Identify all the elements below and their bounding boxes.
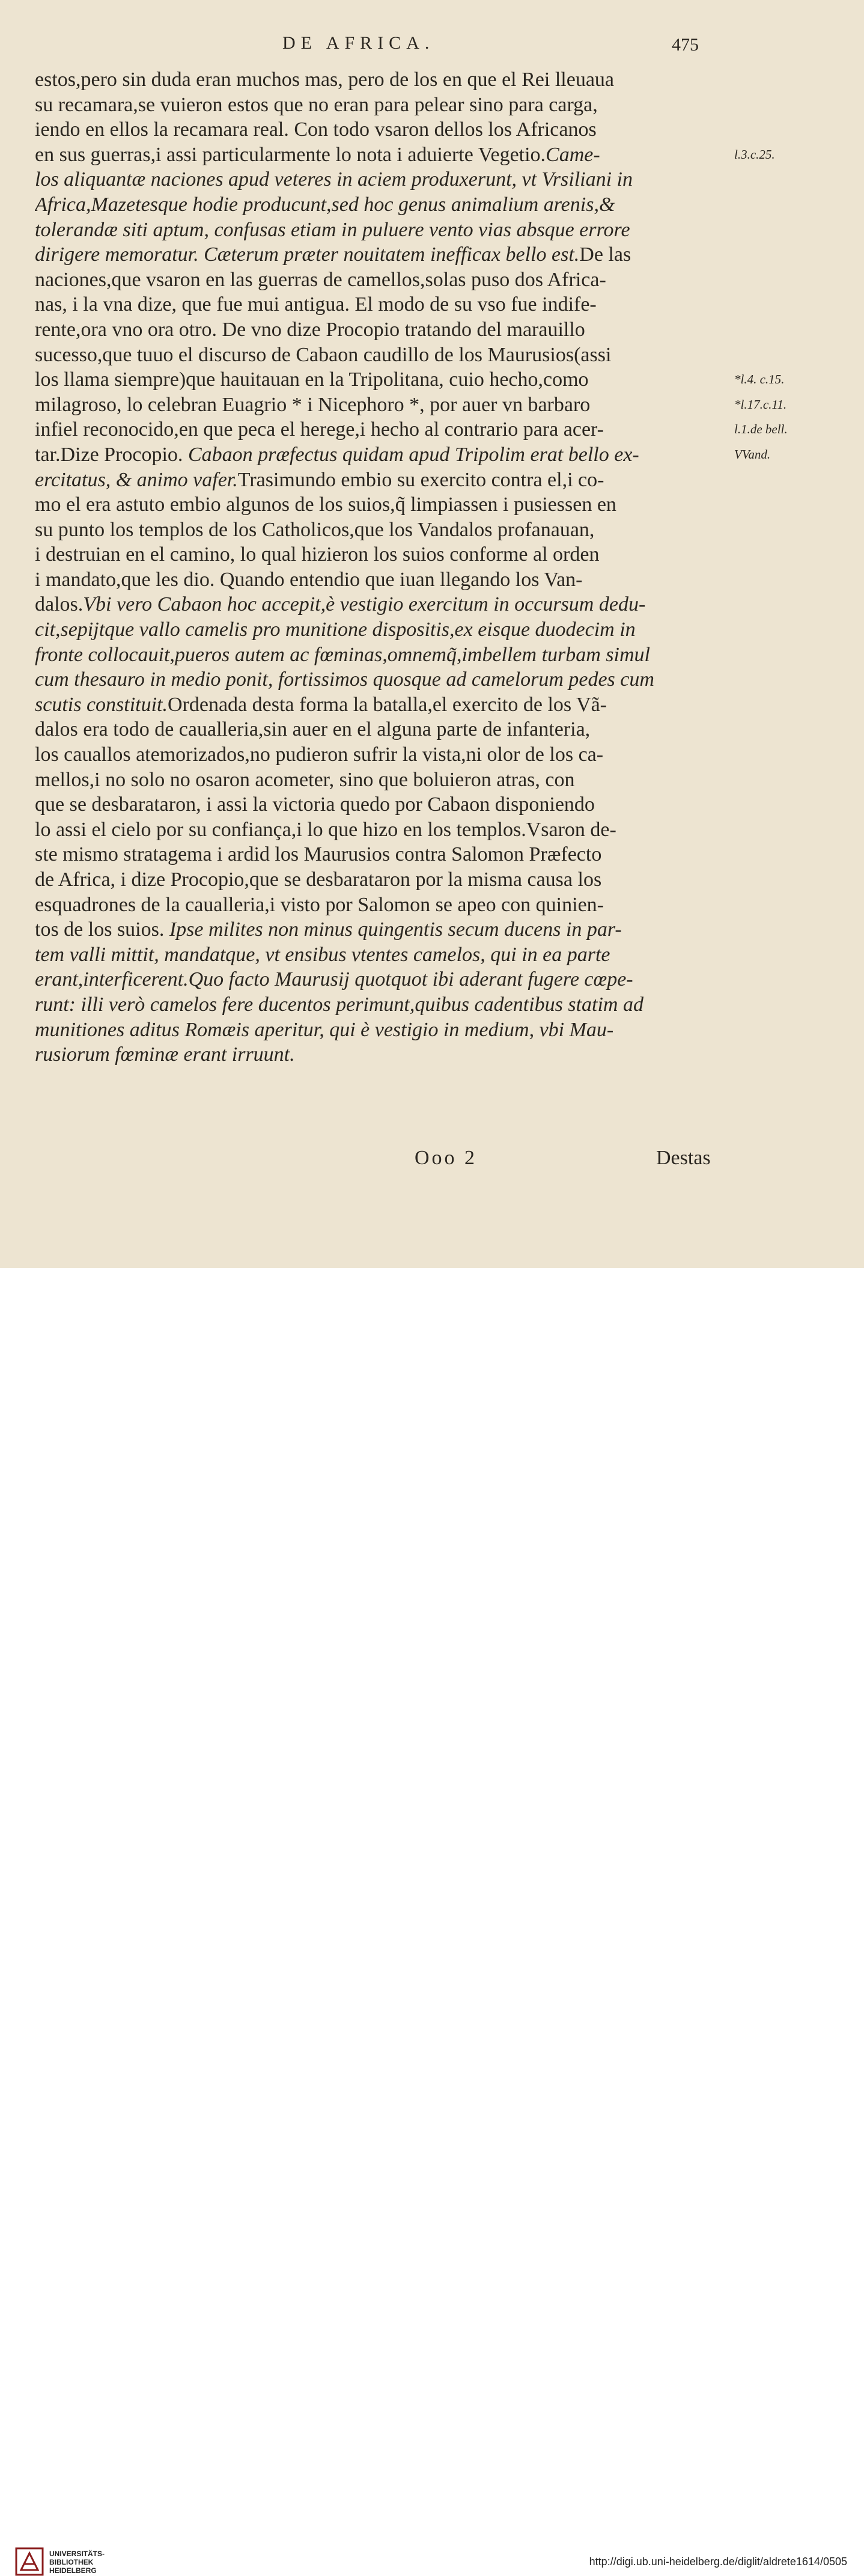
latin-quote-segment: ercitatus, & animo vafer. bbox=[35, 468, 238, 491]
margin-note: *l.17.c.11. bbox=[734, 397, 787, 412]
text-line bbox=[35, 817, 723, 843]
latin-quote-segment: runt: illi verò camelos fere ducentos perimunt,quibus cadentibus statim ad bbox=[35, 993, 643, 1016]
text-line bbox=[35, 867, 723, 893]
text-segment: que se desbarataron, i assi la victoria quedo por Cabaon disponiendo bbox=[35, 793, 595, 816]
margin-note: *l.4. c.15. bbox=[734, 372, 785, 387]
text-line bbox=[35, 292, 723, 317]
text-segment: su recamara,se vuieron estos que no eran para pelear sino para carga, bbox=[35, 93, 598, 116]
text-line bbox=[35, 468, 723, 493]
text-line bbox=[35, 93, 723, 118]
text-line bbox=[35, 768, 723, 793]
text-line bbox=[35, 567, 723, 593]
text-line bbox=[35, 343, 723, 368]
latin-quote-segment: tolerandæ siti aptum, confusas etiam in puluere vento vias absque errore bbox=[35, 218, 630, 241]
latin-quote-segment: los aliquantæ naciones apud veteres in aciem produxerunt, vt Vrsiliani in bbox=[35, 168, 633, 191]
text-line bbox=[35, 642, 723, 668]
text-line bbox=[35, 167, 723, 192]
text-line bbox=[35, 992, 723, 1018]
library-logo-icon bbox=[15, 2547, 44, 2576]
text-line bbox=[35, 192, 723, 218]
latin-quote-segment: cum thesauro in medio ponit, fortissimos quosque ad camelorum pedes cum bbox=[35, 668, 654, 691]
text-segment: tos de los suios. bbox=[35, 918, 169, 941]
text-line bbox=[35, 542, 723, 567]
text-segment: lo assi el cielo por su confiança,i lo que hizo en los templos.Vsaron de- bbox=[35, 818, 616, 841]
latin-quote-segment: rusiorum fœminæ erant irruunt. bbox=[35, 1043, 295, 1066]
text-line bbox=[35, 67, 723, 93]
text-segment: sucesso,que tuuo el discurso de Cabaon caudillo de los Maurusios(assi bbox=[35, 343, 612, 366]
latin-quote-segment: scutis constituit. bbox=[35, 693, 168, 716]
latin-quote-segment: dirigere memoratur. Cæterum præter nouitatem inefficax bello est. bbox=[35, 243, 580, 266]
text-line bbox=[35, 592, 723, 617]
text-segment: mellos,i no solo no osaron acometer, sino que boluieron atras, con bbox=[35, 768, 575, 791]
text-line bbox=[35, 442, 723, 468]
text-line bbox=[35, 517, 723, 543]
text-segment: nas, i la vna dize, que fue mui antigua. El modo de su vso fue indife- bbox=[35, 293, 597, 316]
latin-quote-segment: tem valli mittit, mandatque, vt ensibus vtentes camelos, qui in ea parte bbox=[35, 943, 610, 966]
text-line bbox=[35, 717, 723, 742]
text-segment: ste mismo stratagema i ardid los Maurusios contra Salomon Præfecto bbox=[35, 843, 602, 866]
main-text-block bbox=[35, 67, 723, 1067]
text-segment: infiel reconocido,en que peca el herege,i hecho al contrario para acer- bbox=[35, 418, 604, 441]
text-segment: De las bbox=[579, 243, 631, 266]
signature-mark: Ooo 2 bbox=[415, 1147, 478, 1169]
latin-quote-segment: Ipse milites non minus quingentis secum ducens in par- bbox=[169, 918, 622, 941]
text-line bbox=[35, 893, 723, 918]
text-segment: en sus guerras,i assi particularmente lo nota i aduierte Vegetio. bbox=[35, 143, 546, 166]
text-line bbox=[35, 267, 723, 293]
text-segment: estos,pero sin duda eran muchos mas, pero de los en que el Rei lleuaua bbox=[35, 69, 615, 91]
text-line bbox=[35, 1018, 723, 1043]
text-line bbox=[35, 392, 723, 418]
running-title: DE AFRICA. bbox=[282, 33, 435, 53]
text-line bbox=[35, 317, 723, 343]
text-segment: esquadrones de la caualleria,i visto por Salomon se apeo con quinien- bbox=[35, 893, 604, 916]
latin-quote-segment: munitiones aditus Romæis aperitur, qui è vestigio in medium, vbi Mau- bbox=[35, 1018, 614, 1041]
latin-quote-segment: Cabaon præfectus quidam apud Tripolim erat bello ex- bbox=[187, 443, 639, 466]
text-segment: de Africa, i dize Procopio,que se desbarataron por la misma causa los bbox=[35, 868, 602, 891]
text-line bbox=[35, 842, 723, 867]
text-segment: milagroso, lo celebran Euagrio * i Nicephoro *, por auer vn barbaro bbox=[35, 393, 591, 416]
text-segment: los cauallos atemorizados,no pudieron sufrir la vista,ni olor de los ca- bbox=[35, 743, 604, 766]
text-line bbox=[35, 942, 723, 968]
text-segment: dalos. bbox=[35, 593, 84, 616]
latin-quote-segment: fronte collocauit,pueros autem ac fœminas,omnemq̃,imbellem turbam simul bbox=[35, 643, 650, 666]
latin-quote-segment: cit,sepijtque vallo camelis pro munitione dispositis,ex eisque duodecim in bbox=[35, 618, 636, 641]
latin-quote-segment: Africa,Mazetesque hodie producunt,sed hoc genus animalium arenis,& bbox=[35, 193, 615, 216]
text-line bbox=[35, 218, 723, 243]
text-segment: naciones,que vsaron en las guerras de camellos,solas puso dos Africa- bbox=[35, 268, 606, 291]
text-segment: su punto los templos de los Catholicos,que los Vandalos profanauan, bbox=[35, 518, 595, 541]
catchword: Destas bbox=[656, 1147, 711, 1169]
latin-quote-segment: Came- bbox=[546, 143, 600, 166]
text-line bbox=[35, 242, 723, 267]
text-line bbox=[35, 492, 723, 517]
latin-quote-segment: Vbi vero Cabaon hoc accepit,è vestigio exercitum in occursum dedu- bbox=[83, 593, 646, 616]
text-line bbox=[35, 417, 723, 442]
text-line bbox=[35, 142, 723, 168]
text-segment: Trasimundo embio su exercito contra el,i co- bbox=[237, 468, 604, 491]
text-line bbox=[35, 792, 723, 817]
text-line bbox=[35, 1042, 723, 1067]
margin-note: l.1.de bell. bbox=[734, 422, 788, 437]
text-segment: dalos era todo de caualleria,sin auer en el alguna parte de infanteria, bbox=[35, 718, 591, 741]
text-line bbox=[35, 367, 723, 392]
text-segment: mo el era astuto embio algunos de los suios,q̃ limpiassen i pusiessen en bbox=[35, 493, 616, 516]
text-line bbox=[35, 692, 723, 718]
source-url[interactable]: http://digi.ub.uni-heidelberg.de/diglit/aldrete1614/0505 bbox=[589, 2556, 847, 2568]
text-segment: i mandato,que les dio. Quando entendio que iuan llegando los Van- bbox=[35, 568, 583, 591]
text-line bbox=[35, 117, 723, 142]
text-line bbox=[35, 917, 723, 942]
institution-name: UNIVERSITÄTS- BIBLIOTHEK HEIDELBERG bbox=[49, 2550, 105, 2575]
page-number: 475 bbox=[672, 35, 699, 55]
text-segment: iendo en ellos la recamara real. Con todo vsaron dellos los Africanos bbox=[35, 118, 597, 141]
text-segment: Ordenada desta forma la batalla,el exercito de los Vã- bbox=[168, 693, 607, 716]
text-segment: tar.Dize Procopio. bbox=[35, 443, 188, 466]
text-segment: i destruian en el camino, lo qual hizieron los suios conforme al orden bbox=[35, 543, 600, 566]
text-line bbox=[35, 742, 723, 768]
text-line bbox=[35, 667, 723, 692]
latin-quote-segment: erant,interficerent.Quo facto Maurusij quotquot ibi aderant fugere cœpe- bbox=[35, 968, 633, 991]
text-segment: rente,ora vno ora otro. De vno dize Procopio tratando del marauillo bbox=[35, 318, 585, 341]
book-page bbox=[0, 0, 864, 1268]
margin-note: l.3.c.25. bbox=[734, 147, 775, 162]
footer-bar bbox=[0, 1268, 864, 2575]
text-segment: los llama siempre)que hauitauan en la Tripolitana, cuio hecho,como bbox=[35, 368, 589, 391]
text-line bbox=[35, 967, 723, 992]
text-line bbox=[35, 617, 723, 642]
margin-note: VVand. bbox=[734, 447, 771, 462]
